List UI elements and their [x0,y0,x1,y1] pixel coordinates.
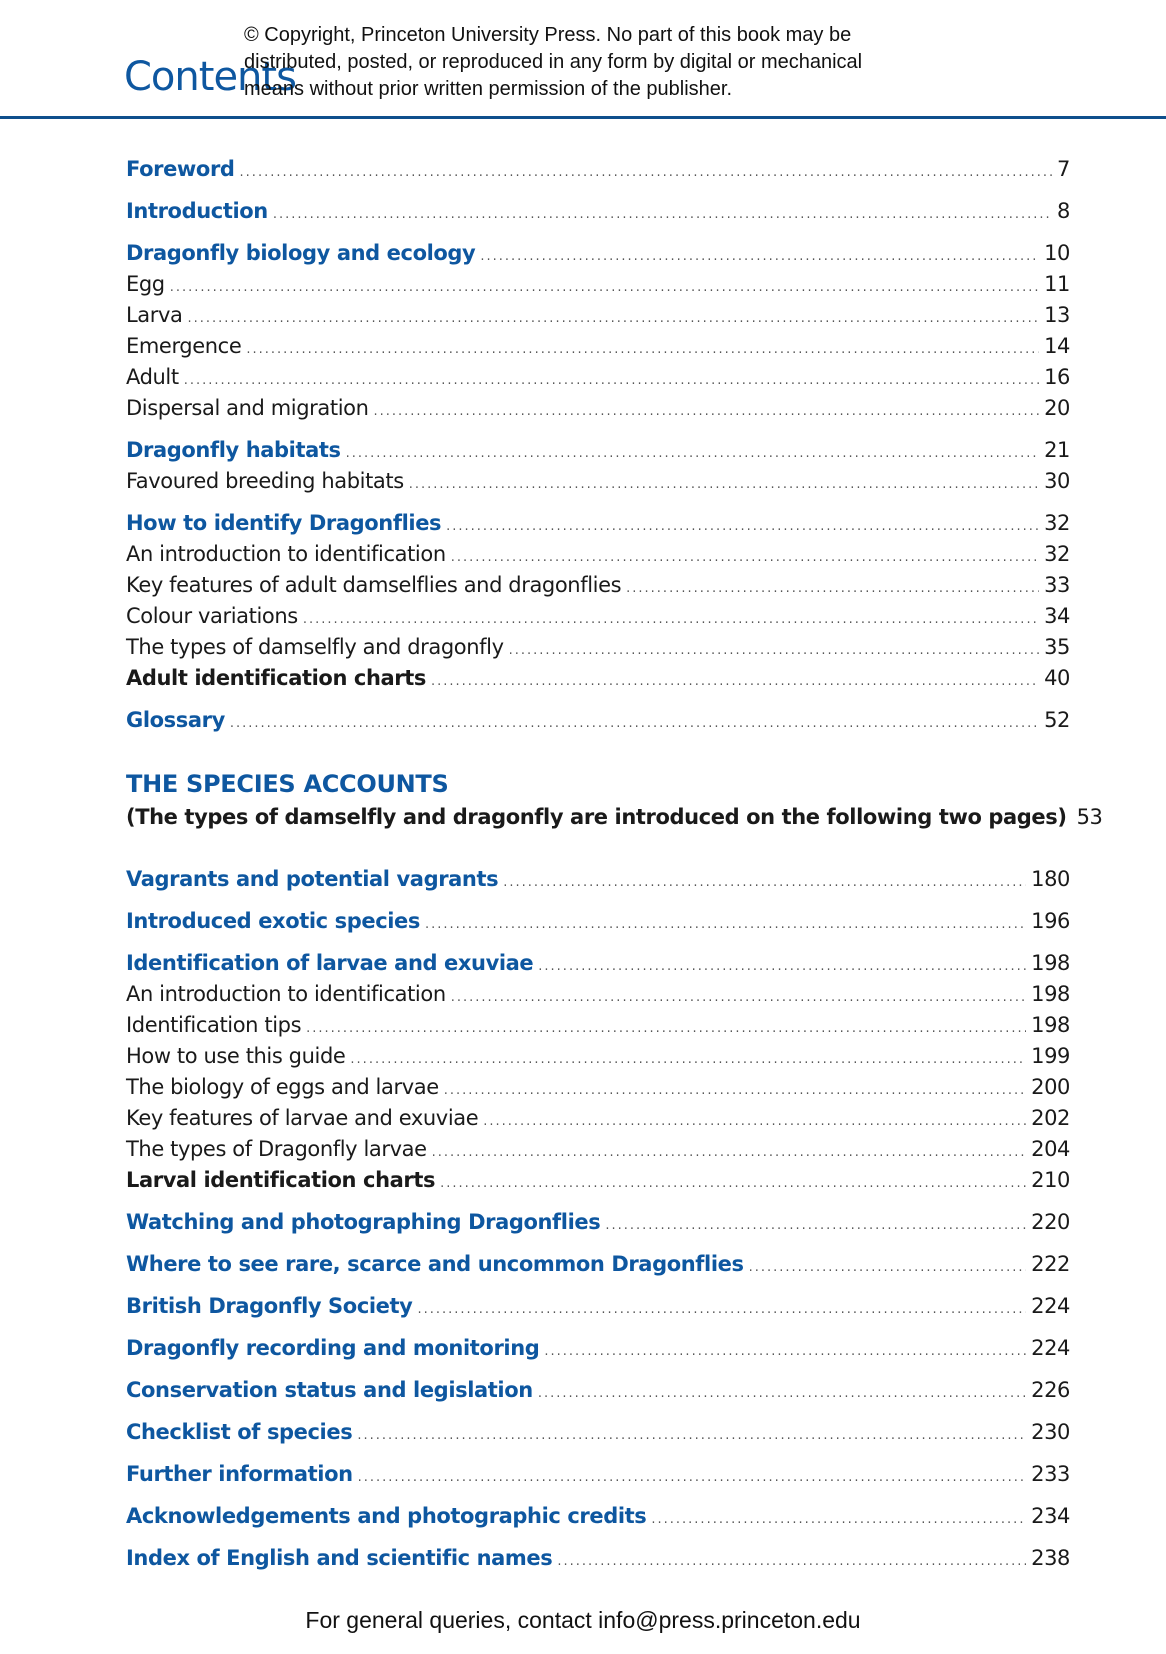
toc-entry[interactable] [126,864,1070,894]
toc-entry-page: 199 [1031,1044,1070,1068]
toc-entry[interactable] [126,435,1070,465]
dot-leader [451,543,1039,573]
toc-entry[interactable] [126,508,1070,538]
toc-entry[interactable] [126,1010,1070,1040]
toc-entry-page: 21 [1044,438,1070,462]
toc-entry-label: Egg [126,272,165,296]
dot-leader [432,1138,1026,1168]
toc-entry[interactable] [126,196,1070,226]
page-title: Contents [124,54,296,100]
species-accounts-heading: THE SPECIES ACCOUNTS [126,770,449,798]
footer-contact: For general queries, contact info@press.princeton.edu [305,1607,861,1633]
toc-entry[interactable] [126,1207,1070,1237]
toc-entry-label: Dispersal and migration [126,396,369,420]
toc-entry-page: 34 [1044,604,1070,628]
toc-entry[interactable] [126,948,1070,978]
toc-entry[interactable] [126,601,1070,631]
toc-entry-label: Dragonfly biology and ecology [126,241,476,265]
dot-leader [538,1379,1026,1409]
toc-entry[interactable] [126,1501,1070,1531]
dot-leader [346,439,1039,469]
dot-leader [605,1211,1026,1241]
toc-entry-label: How to use this guide [126,1044,346,1068]
toc-entry-page: 230 [1031,1420,1070,1444]
toc-entry[interactable] [126,1103,1070,1133]
toc-entry-label: The types of damselfly and dragonfly [126,635,504,659]
toc-entry-page: 30 [1044,469,1070,493]
toc-entry[interactable] [126,393,1070,423]
toc-entry-label: Emergence [126,334,242,358]
dot-leader [246,335,1039,365]
dot-leader [306,1014,1026,1044]
dot-leader [451,983,1026,1013]
toc-entry-label: An introduction to identification [126,542,446,566]
toc-entry-label: Glossary [126,708,225,732]
toc-entry-label: Key features of adult damselflies and dragonflies [126,573,622,597]
dot-leader [273,200,1052,230]
toc-entry[interactable] [126,906,1070,936]
toc-entry[interactable] [126,1291,1070,1321]
toc-entry-page: 226 [1031,1378,1070,1402]
toc-entry[interactable] [126,1134,1070,1164]
toc-entry-label: Vagrants and potential vagrants [126,867,499,891]
toc-entry-page: 13 [1044,303,1070,327]
toc-entry-label: Index of English and scientific names [126,1546,553,1570]
toc-entry-label: Foreword [126,157,235,181]
toc-entry[interactable] [126,1072,1070,1102]
dot-leader [170,273,1039,303]
toc-entry[interactable] [126,1041,1070,1071]
toc-entry-page: 11 [1044,272,1070,296]
dot-leader [303,605,1039,635]
toc-entry[interactable] [126,539,1070,569]
toc-entry-label: Identification tips [126,1013,302,1037]
toc-entry-page: 35 [1044,635,1070,659]
toc-entry-label: How to identify Dragonflies [126,511,442,535]
toc-entry-label: Further information [126,1462,353,1486]
dot-leader [483,1107,1026,1137]
dot-leader [373,397,1039,427]
toc-entry-page: 32 [1044,542,1070,566]
toc-entry-label: Watching and photographing Dragonflies [126,1210,601,1234]
toc-entry-label: The types of Dragonfly larvae [126,1137,427,1161]
toc-entry-page: 196 [1031,909,1070,933]
copyright-line-1: © Copyright, Princeton University Press. No part of this book may be [244,24,852,46]
toc-entry-page: 224 [1031,1294,1070,1318]
toc-entry[interactable] [126,632,1070,662]
toc-entry-label: Dragonfly recording and monitoring [126,1336,540,1360]
dot-leader [444,1076,1026,1106]
toc-entry[interactable] [126,466,1070,496]
toc-entry-page: 8 [1057,199,1070,223]
toc-entry-page: 53 [1076,805,1103,829]
toc-entry-label: Dragonfly habitats [126,438,341,462]
toc-entry-page: 204 [1031,1137,1070,1161]
toc-entry-label: Acknowledgements and photographic credits [126,1504,647,1528]
toc-entry-label: Introduced exotic species [126,909,420,933]
toc-entry-page: 202 [1031,1106,1070,1130]
copyright-notice [244,22,944,103]
dot-leader [358,1463,1026,1493]
toc-entry[interactable] [126,154,1070,184]
toc-entry-label: Where to see rare, scarce and uncommon Dragonflies [126,1252,744,1276]
dot-leader [417,1295,1026,1325]
toc-entry[interactable] [126,1459,1070,1489]
toc-entry-page: 210 [1031,1168,1070,1192]
toc-entry[interactable] [126,1375,1070,1405]
toc-entry-label: An introduction to identification [126,982,446,1006]
toc-entry-page: 40 [1044,666,1070,690]
toc-entry[interactable] [126,705,1070,735]
toc-entry-label: Colour variations [126,604,298,628]
toc-entry-page: 224 [1031,1336,1070,1360]
dot-leader [557,1547,1026,1577]
dot-leader [230,709,1039,739]
copyright-line-2: distributed, posted, or reproduced in any form by digital or mechanical [244,51,863,73]
toc-entry-label: Checklist of species [126,1420,353,1444]
toc-entry[interactable] [126,663,1070,693]
toc-entry-label: Larva [126,303,183,327]
toc-entry-page: 233 [1031,1462,1070,1486]
toc-entry-label: Identification of larvae and exuviae [126,951,534,975]
toc-entry-page: 7 [1057,157,1070,181]
toc-entry[interactable] [126,979,1070,1009]
toc-entry-label: Larval identification charts [126,1168,436,1192]
dot-leader [651,1505,1026,1535]
toc-entry[interactable] [126,238,1070,268]
toc-entry-label: Adult identification charts [126,666,426,690]
toc-entry-page: 180 [1031,867,1070,891]
toc-entry-label: Favoured breeding habitats [126,469,404,493]
toc-entry[interactable] [126,1249,1070,1279]
dot-leader [350,1045,1026,1075]
toc-entry-page: 234 [1031,1504,1070,1528]
toc-entry[interactable] [126,1417,1070,1447]
dot-leader [184,366,1039,396]
toc-entry-page: 52 [1044,708,1070,732]
toc-entry-page: 14 [1044,334,1070,358]
toc-entry-label: Conservation status and legislation [126,1378,533,1402]
toc-entry-page: 198 [1031,1013,1070,1037]
dot-leader [749,1253,1027,1283]
toc-entry[interactable] [126,269,1070,299]
toc-entry-page: 20 [1044,396,1070,420]
dot-leader [425,910,1026,940]
toc-entry-label: The biology of eggs and larvae [126,1075,439,1099]
dot-leader [431,667,1039,697]
toc-entry[interactable] [126,1543,1070,1573]
dot-leader [446,512,1039,542]
toc-entry-page: 198 [1031,982,1070,1006]
toc-entry[interactable] [126,1165,1070,1195]
dot-leader [538,952,1026,982]
dot-leader [188,304,1040,334]
title-rule [0,116,1166,119]
toc-entry[interactable] [126,570,1070,600]
dot-leader [503,868,1026,898]
dot-leader [409,470,1039,500]
toc-entry-page: 198 [1031,951,1070,975]
toc-entry-page: 238 [1031,1546,1070,1570]
toc-entry-page: 220 [1031,1210,1070,1234]
toc-entry-species-accounts[interactable] [126,802,1103,832]
toc-entry-label: Introduction [126,199,268,223]
toc-entry[interactable] [126,1333,1070,1363]
dot-leader [480,242,1039,272]
toc-entry[interactable] [126,362,1070,392]
toc-entry-page: 16 [1044,365,1070,389]
dot-leader [544,1337,1026,1367]
toc-entry-page: 33 [1044,573,1070,597]
toc-entry-page: 32 [1044,511,1070,535]
toc-entry-page: 200 [1031,1075,1070,1099]
toc-entry-label: (The types of damselfly and dragonfly are introduced on the following two pages) [126,805,1067,829]
copyright-line-3: means without prior written permission of the publisher. [244,78,733,100]
toc-entry-page: 10 [1044,241,1070,265]
toc-entry[interactable] [126,300,1070,330]
toc-entry[interactable] [126,331,1070,361]
dot-leader [240,158,1052,188]
dot-leader [509,636,1039,666]
dot-leader [440,1169,1026,1199]
dot-leader [357,1421,1026,1451]
toc-entry-page: 222 [1031,1252,1070,1276]
toc-entry-label: Adult [126,365,179,389]
dot-leader [626,574,1039,604]
toc-entry-label: Key features of larvae and exuviae [126,1106,479,1130]
toc-entry-label: British Dragonfly Society [126,1294,413,1318]
